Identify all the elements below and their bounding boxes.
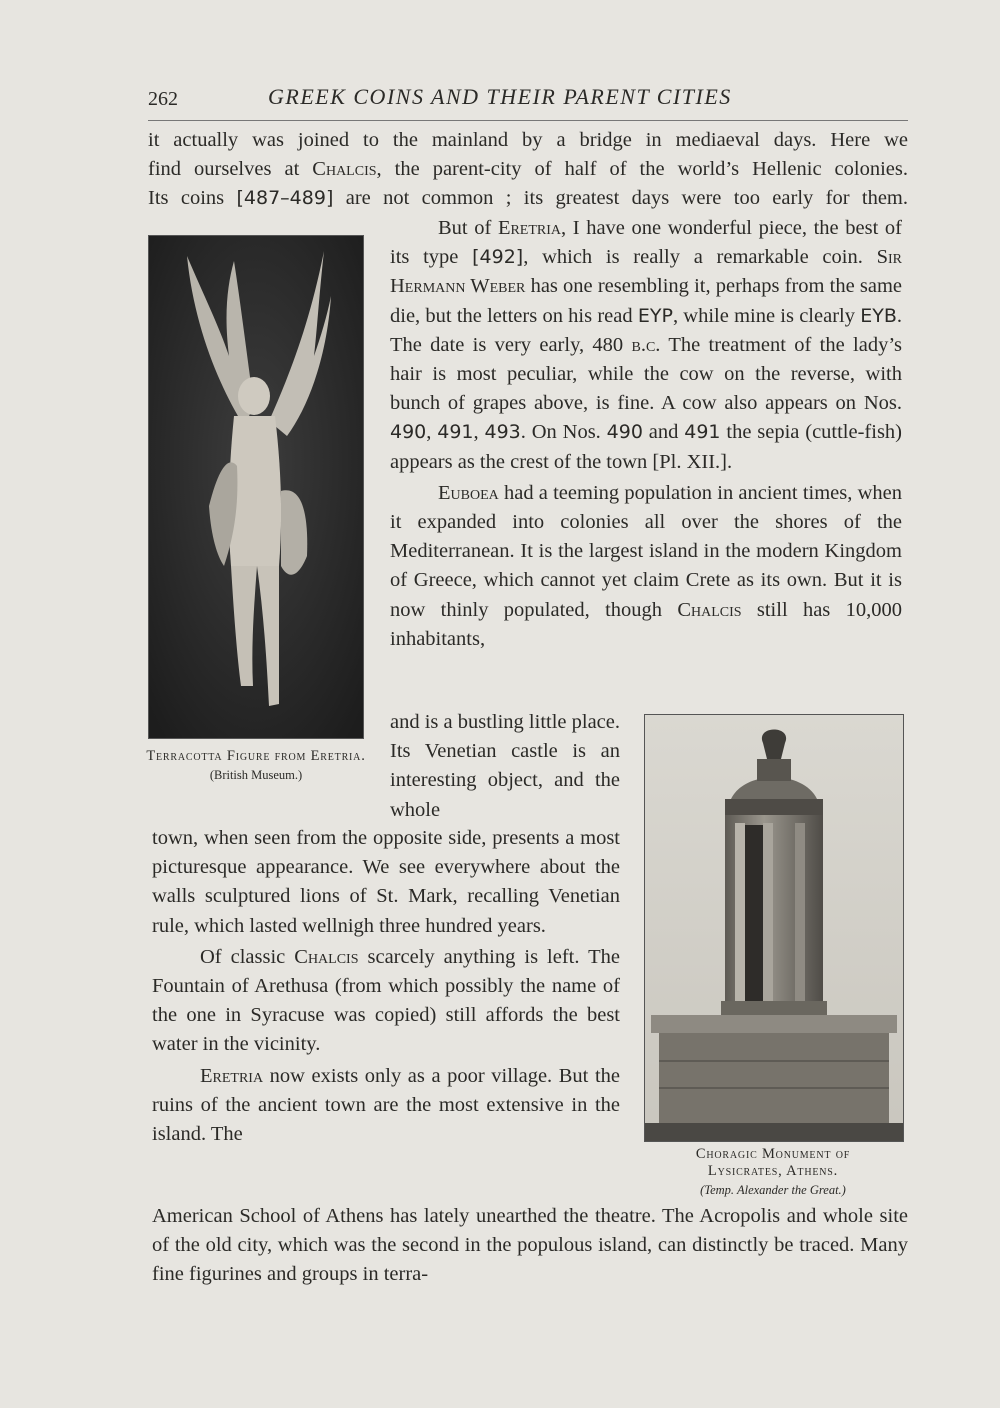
paragraph-town-view [152,824,620,1149]
caption-title: Terracotta Figure from Eretria. [146,748,366,764]
paragraph-text: town, when seen from the opposite side, presents a most picturesque appearance. We see everywhere about the walls sculptured lions of St. Mark, recalling Venetian rule, which lasted wellnigh three hundred years. [152,827,620,937]
caption-note: (Temp. Alexander the Great.) [700,1183,846,1197]
paragraph-venetian-castle [390,708,620,825]
line: find ourselves at Chalcis, the parent-city of half of the world’s Hellenic colonies. [148,158,909,181]
paragraph-chalcis-intro [148,126,908,214]
paragraph-american-school [152,1202,908,1290]
winged-figure-illustration [149,236,363,738]
terracotta-figure-image [148,235,364,739]
page-number: 262 [148,88,178,110]
paragraph-text: Euboea had a teeming population in ancient times, when it expanded into colonies all over the shores of the Mediterranean. It is the largest island in the modern Kingdom of Greece, which cannot yet claim Crete as its own. But it is now thinly populated, though Chalcis still has 10,000 inhabitants, [390,481,902,650]
line: it actually was joined to the mainland by a bridge in mediaeval days. Here we [148,129,908,151]
page-header [148,80,908,121]
paragraph-classic-chalcis: Of classic Chalcis scarcely anything is left. The Fountain of Arethusa (from which possibly the name of the one in Syracuse was copied) still affords the best water in the vicinity. [152,945,620,1056]
monument-figure-image [644,714,904,1142]
caption-title-line: Choragic Monument of [695,1146,851,1162]
caption-title-line: Lysicrates, Athens. [707,1163,839,1179]
paragraph-text: and is a bustling little place. Its Venetian castle is an interesting object, and the whole [390,711,621,821]
paragraph-text: But of Eretria, I have one wonderful piece, the best of its type [492], which is really a remarkable coin. Sir Hermann Weber has one resembling it, perhaps from the same die, but the letters on his read EYP, while mine is clearly EYB. The date is very early, 480 b.c. The treatment of the lady’s hair is most peculiar, while the cow on the reverse, with bunch of grapes above, is fine. A cow also appears on Nos. 490, 491, 493. On Nos. 490 and 491 the sepia (cuttle-fish) appears as the crest of the town [Pl. XII.]. [390,217,903,473]
choragic-monument-illustration [645,715,903,1141]
terracotta-caption [142,748,370,784]
caption-source: (British Museum.) [209,768,303,782]
paragraph-eretria-village: Eretria now exists only as a poor village. But the ruins of the ancient town are the most extensive in the island. The [152,1064,620,1146]
running-title: GREEK COINS AND THEIR PARENT CITIES [268,84,732,109]
line: Its coins [487–489] are not common ; its greatest days were too early for them. [148,187,909,210]
coin-ref: [487–489] [236,187,334,210]
monument-caption [640,1146,906,1199]
paragraph-text: American School of Athens has lately unearthed the theatre. The Acropolis and whole site of the old city, which was the second in the populous island, can distinctly be traced. Many fine figurines and groups in terra- [152,1205,908,1286]
paragraph-eretria-coin [390,214,902,654]
